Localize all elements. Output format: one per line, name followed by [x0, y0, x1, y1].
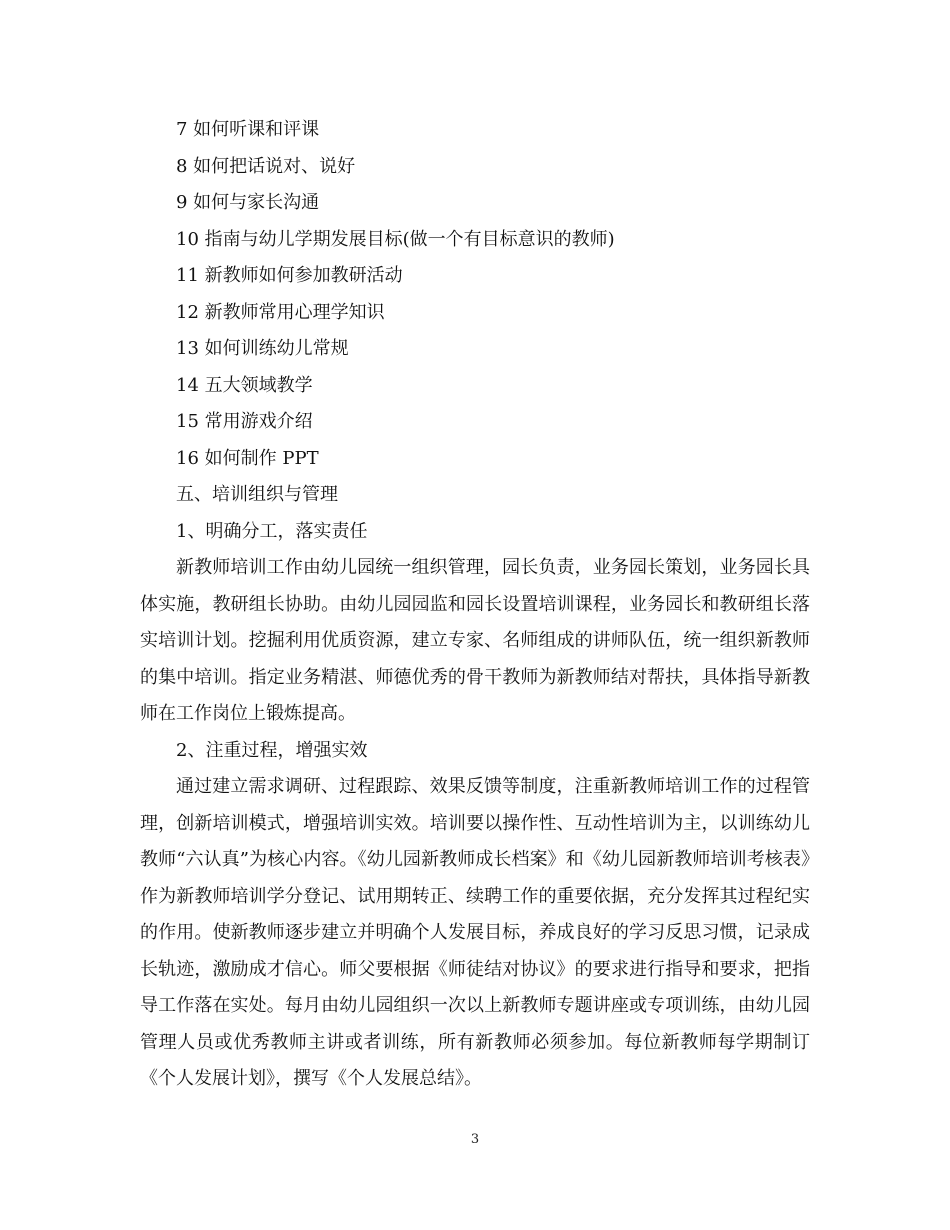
list-item-10: 10 指南与幼儿学期发展目标(做一个有目标意识的教师) [176, 228, 615, 250]
list-item-12: 12 新教师常用心理学知识 [176, 301, 385, 323]
subsection-2-heading: 2、注重过程，增强实效 [176, 739, 368, 761]
subsection-2-paragraph: 通过建立需求调研、过程跟踪、效果反馈等制度，注重新教师培训工作的过程管理，创新培训模式，增强培训实效。培训要以操作性、互动性培训为主，以训练幼儿教师“六认真”为核心内容。《幼儿园新教师成长档案》和《幼儿园新教师培训考核表》作为新教师培训学分登记、试用期转正、续聘工作的重要依据，充分发挥其过程纪实的作用。使新教师逐步建立并明确个人发展目标，养成良好的学习反思习惯，记录成长轨迹，激励成才信心。师父要根据《师徒结对协议》的要求进行指导和要求，把指导工作落在实处。每月由幼儿园组织一次以上新教师专题讲座或专项训练，由幼儿园管理人员或优秀教师主讲或者训练，所有新教师必须参加。每位新教师每学期制订《个人发展计划》，撰写《个人发展总结》。 [140, 776, 810, 1089]
list-item-14: 14 五大领域教学 [176, 374, 313, 396]
list-item-11: 11 新教师如何参加教研活动 [176, 265, 403, 286]
page-body [140, 112, 810, 1098]
subsection-1-paragraph: 新教师培训工作由幼儿园统一组织管理，园长负责，业务园长策划，业务园长具体实施，教研组长协助。由幼儿园园监和园长设置培训课程，业务园长和教研组长落实培训计划。挖掘利用优质资源，建立专家、名师组成的讲师队伍，统一组织新教师的集中培训。指定业务精湛、师德优秀的骨干教师为新教师结对帮扶，具体指导新教师在工作岗位上锻炼提高。 [140, 557, 810, 724]
section-heading: 五、培训组织与管理 [176, 484, 338, 505]
list-item-16: 16 如何制作 PPT [176, 447, 319, 469]
list-item-9: 9 如何与家长沟通 [176, 192, 320, 213]
list-item-13: 13 如何训练幼儿常规 [176, 338, 349, 359]
page-number: 3 [470, 1132, 480, 1147]
list-item-15: 15 常用游戏介绍 [176, 411, 313, 432]
list-item-7: 7 如何听课和评课 [176, 119, 320, 140]
list-item-8: 8 如何把话说对、说好 [176, 155, 356, 177]
subsection-1-heading: 1、明确分工，落实责任 [176, 520, 368, 542]
